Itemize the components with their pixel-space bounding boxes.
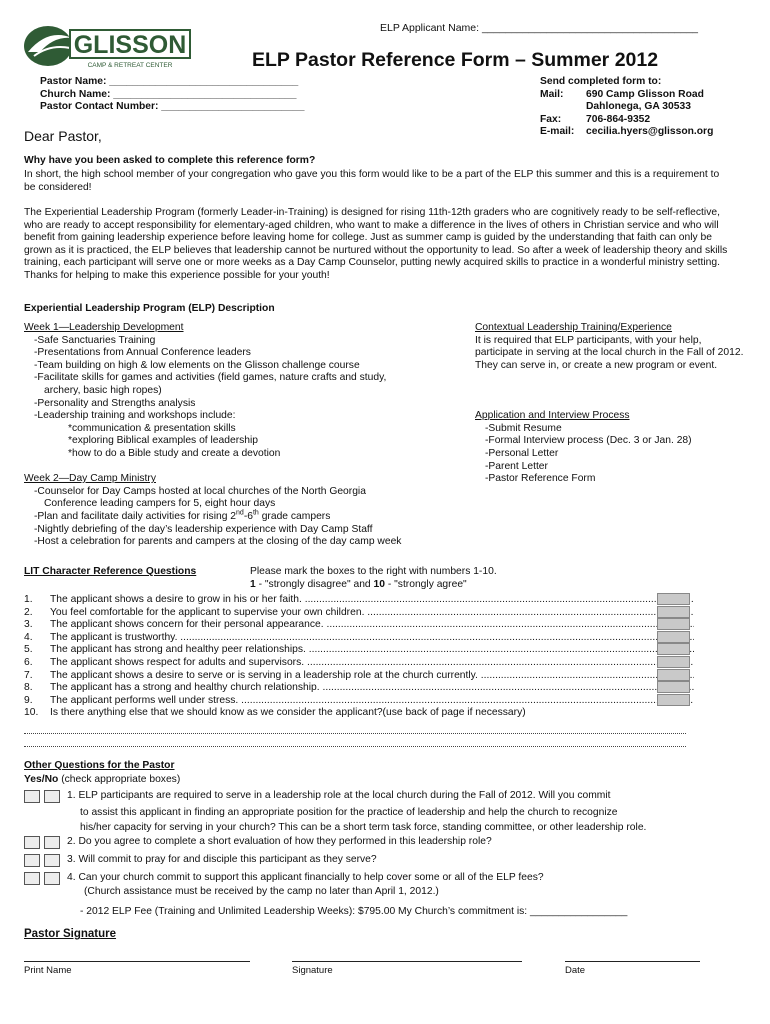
other-question-4-cont: (Church assistance must be received by the camp no later than April 1, 2012.)	[84, 886, 439, 897]
answer-line[interactable]	[24, 733, 686, 734]
application-item: -Formal Interview process (Dec. 3 or Jan. 28)	[485, 435, 692, 447]
lit-question: 6. The applicant shows respect for adults and supervisors. .....	[24, 657, 694, 670]
other-question-4: 4. Can your church commit to support this applicant financially to help cover some or all of the ELP fees?	[24, 872, 544, 885]
church-name-field[interactable]: Church Name: ________________________________	[40, 88, 297, 100]
no-checkbox[interactable]	[44, 872, 60, 885]
yes-checkbox[interactable]	[24, 854, 40, 867]
application-item: -Personal Letter	[485, 447, 559, 459]
pastor-signature-heading: Pastor Signature	[24, 928, 117, 940]
lit-heading: LIT Character Reference Questions	[24, 566, 197, 577]
elp-fee-line[interactable]: - 2012 ELP Fee (Training and Unlimited Leadership Weeks): $795.00 My Church’s commitment is: _________________	[80, 906, 628, 917]
logo-subtext: CAMP & RETREAT CENTER	[87, 62, 173, 69]
lit-instructions: Please mark the boxes to the right with numbers 1-10. 1 - "strongly disagree" and 10 - "strongly agree"	[250, 566, 497, 590]
application-item: -Submit Resume	[485, 422, 562, 434]
lit-question: 1. The applicant shows a desire to grow in his or her faith. .....	[24, 594, 694, 607]
contextual-title: Contextual Leadership Training/Experience	[475, 322, 672, 333]
week1-item: archery, basic high ropes)	[44, 384, 162, 396]
other-question-1-cont: to assist this applicant in finding an appropriate position for the practice of leadership and help the church to recognize	[80, 807, 618, 818]
pastor-info	[40, 76, 304, 114]
lit-question: 4. The applicant is trustworthy. .....	[24, 632, 694, 645]
date-label: Date	[565, 965, 586, 976]
week1-item: -Team building on high & low elements on the Glisson challenge course	[34, 359, 360, 371]
yes-checkbox[interactable]	[24, 872, 40, 885]
mail-line2: Dahlonega, GA 30533	[586, 101, 691, 113]
week2-title: Week 2—Day Camp Ministry	[24, 473, 156, 485]
mail-line1: 690 Camp Glisson Road	[586, 88, 704, 100]
week2-item: Conference leading campers for 5, eight hour days	[44, 498, 276, 510]
rating-box-6[interactable]	[657, 656, 690, 668]
lit-question: 7. The applicant shows a desire to serve or is serving in a leadership role at the church currently. .....	[24, 670, 694, 683]
lit-question: 5. The applicant has strong and healthy peer relationships. .....	[24, 644, 694, 657]
week2-item: -Counselor for Day Camps hosted at local churches of the North Georgia	[34, 485, 366, 497]
no-checkbox[interactable]	[44, 854, 60, 867]
rating-box-9[interactable]	[657, 694, 690, 706]
contextual-text: It is required that ELP participants, with your help, participate in serving at the local church in the Fall of 2012. They can serve in, or create a new program or event.	[475, 334, 744, 371]
week1-item: -Facilitate skills for games and activities (field games, nature crafts and study,	[34, 372, 387, 384]
week1-item: -Safe Sanctuaries Training	[34, 334, 156, 346]
week1-item: -Presentations from Annual Conference leaders	[34, 347, 251, 359]
print-name-line[interactable]	[24, 961, 250, 962]
fax-label: Fax:	[540, 113, 562, 125]
week2-item-plan: -Plan and facilitate daily activities for rising 2nd-6th grade campers	[34, 509, 331, 522]
pastor-contact-field[interactable]: Pastor Contact Number: _________________________	[40, 101, 305, 113]
other-question-3: 3. Will commit to pray for and disciple this participant as they serve?	[24, 854, 377, 867]
rating-box-5[interactable]	[657, 643, 690, 655]
intro-paragraph-1: In short, the high school member of your congregation who gave you this form would like to be a part of the ELP this summer and this is a requirement to be considered!	[24, 169, 720, 193]
no-checkbox[interactable]	[44, 836, 60, 849]
applicant-name-field[interactable]: ELP Applicant Name: _____________________________________	[380, 22, 699, 34]
yes-checkbox[interactable]	[24, 836, 40, 849]
send-to-heading: Send completed form to:	[540, 76, 662, 87]
print-name-label: Print Name	[24, 965, 72, 976]
application-item: -Pastor Reference Form	[485, 473, 596, 485]
other-question-2: 2. Do you agree to complete a short evaluation of how they performed in this leadership role?	[24, 836, 492, 849]
week2-item: -Nightly debriefing of the day’s leadership experience with Day Camp Staff	[34, 523, 373, 535]
elp-weeks-column	[24, 322, 469, 549]
other-questions-heading: Other Questions for the Pastor	[24, 760, 175, 771]
week1-subitem: *exploring Biblical examples of leadership	[68, 435, 259, 447]
pastor-name-field[interactable]: Pastor Name: _________________________________	[40, 76, 299, 87]
week1-subitem: *how to do a Bible study and create a devotion	[68, 447, 281, 459]
rating-box-8[interactable]	[657, 681, 690, 693]
signature-label: Signature	[292, 965, 333, 976]
signature-line[interactable]	[292, 961, 522, 962]
yes-checkbox[interactable]	[24, 790, 40, 803]
why-question: Why have you been asked to complete this reference form?	[24, 155, 316, 166]
lit-question: 3. The applicant shows concern for their personal appearance. .....	[24, 619, 694, 632]
lit-question: 9. The applicant performs well under stress. .....	[24, 695, 694, 708]
greeting: Dear Pastor,	[24, 128, 102, 144]
week1-item: -Leadership training and workshops include:	[34, 410, 236, 422]
date-line[interactable]	[565, 961, 700, 962]
elp-heading: Experiential Leadership Program (ELP) Description	[24, 303, 275, 314]
lit-question-list	[24, 594, 694, 720]
application-item: -Parent Letter	[485, 460, 548, 472]
page-title: ELP Pastor Reference Form – Summer 2012	[252, 49, 659, 71]
mail-label: Mail:	[540, 88, 564, 100]
lit-question: 10. Is there anything else that we should know as we consider the applicant?(use back of page if necessary)	[24, 707, 526, 719]
glisson-logo	[20, 22, 192, 70]
week2-item: -Host a celebration for parents and campers at the closing of the day camp week	[34, 536, 402, 548]
lit-question: 8. The applicant has a strong and healthy church relationship. .....	[24, 682, 694, 695]
intro-paragraph-2: The Experiential Leadership Program (formerly Leader-in-Training) is designed for rising 11th-12th graders who are cognitively ready to be self-reflective, who are ready to accept responsibility for elementary-aged children, who want to make a difference in the lives of others in Christian service and who will benefit from gaining leadership experience before leaving home for college. Just as summer camp is guided by the understanding that faith can only be grown as it is practiced, the ELP believes that leadership cannot be nurtured without the opportunity to lead. So after a week of leadership theory and skills training, each participant will serve one or more weeks as a Day Camp Counselor, putting newly acquired skills to practice in a wonderful ministry setting. Thanks for helping to make this experience possible for your youth!	[24, 207, 728, 281]
elp-right-column	[475, 322, 745, 486]
other-question-1-cont: his/her capacity for serving in your church? This can be a short term task force, standing committee, or other leadership role.	[80, 822, 647, 833]
email-label: E-mail:	[540, 126, 575, 138]
fax-number: 706-864-9352	[586, 113, 651, 125]
rating-box-3[interactable]	[657, 618, 690, 630]
rating-box-4[interactable]	[657, 631, 690, 643]
week1-item: -Personality and Strengths analysis	[34, 397, 196, 409]
other-question-1: 1. ELP participants are required to serve in a leadership role at the local church during the Fall of 2012. Will you commit	[24, 790, 611, 803]
lit-question: 2. You feel comfortable for the applicant to supervise your own children. .....	[24, 607, 694, 620]
yes-no-instruction: Yes/No (check appropriate boxes)	[24, 774, 181, 785]
no-checkbox[interactable]	[44, 790, 60, 803]
rating-box-7[interactable]	[657, 669, 690, 681]
rating-box-1[interactable]	[657, 593, 690, 605]
logo-wordmark: GLISSON	[73, 31, 187, 59]
answer-line[interactable]	[24, 746, 686, 747]
application-title: Application and Interview Process	[475, 410, 630, 422]
email-address: cecilia.hyers@glisson.org	[586, 126, 714, 138]
week1-subitem: *communication & presentation skills	[68, 422, 236, 434]
week1-title: Week 1—Leadership Development	[24, 322, 184, 333]
rating-box-2[interactable]	[657, 606, 690, 618]
send-to-block	[540, 76, 713, 139]
